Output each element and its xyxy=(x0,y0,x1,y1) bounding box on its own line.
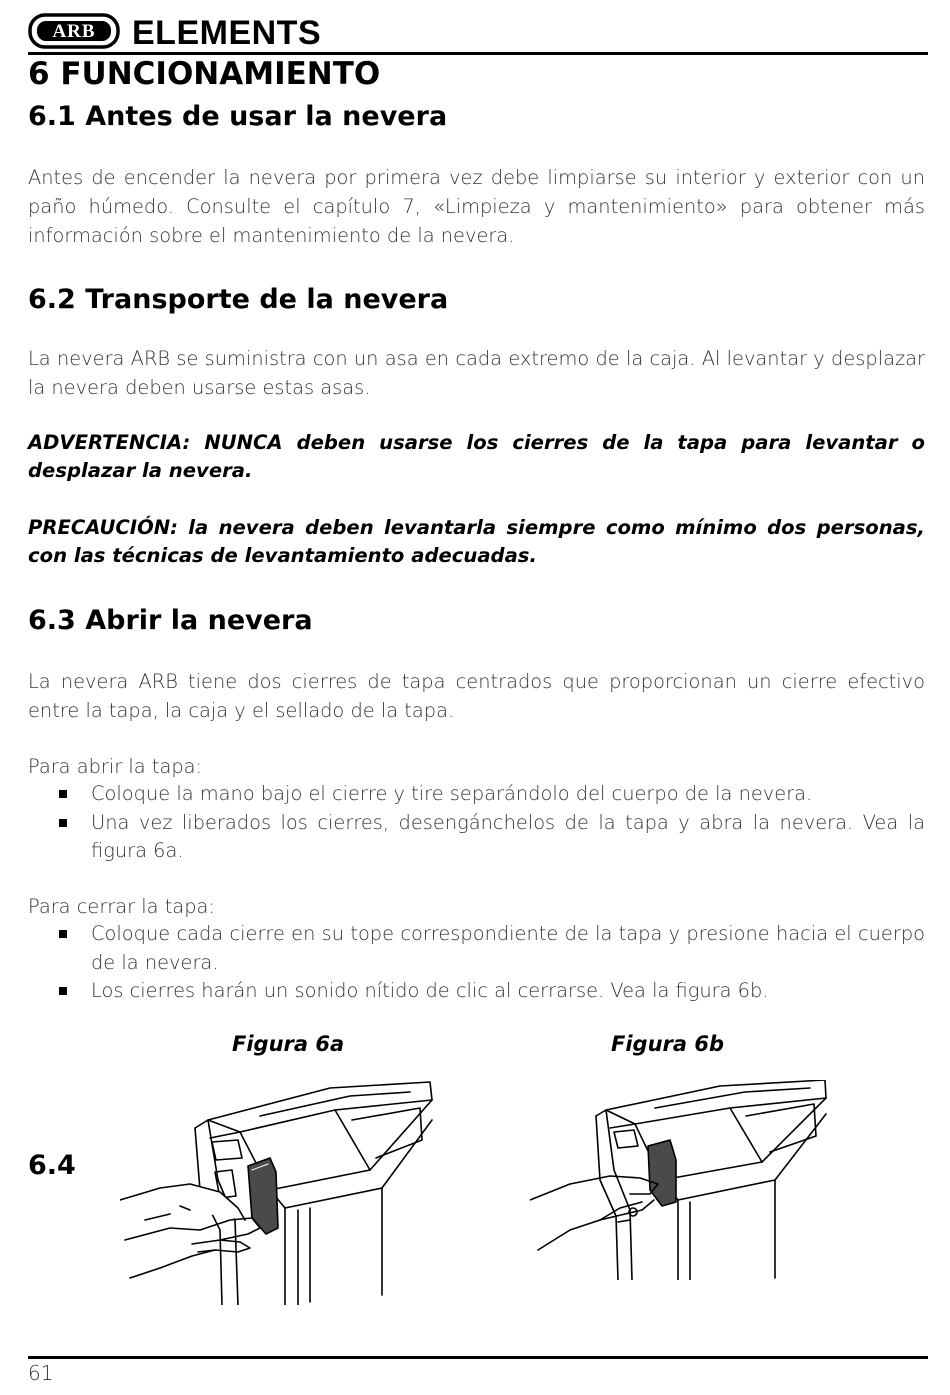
list-item-text: Una vez liberados los cierres, desengánchelos de la tapa y abra la nevera. Vea la figura 6a. xyxy=(91,810,925,862)
bullet-icon xyxy=(59,930,67,938)
figure-6a-label: Figura 6a xyxy=(232,1032,345,1056)
close-steps-list xyxy=(28,920,925,1006)
caution-text: PRECAUCIÓN: la nevera deben levantarla siempre como mínimo dos personas, con las técnicas de levantamiento adecuadas. xyxy=(28,516,925,567)
list-item xyxy=(28,780,925,809)
open-lid-intro: Para abrir la tapa: xyxy=(28,755,203,778)
warning-text: ADVERTENCIA: NUNCA deben usarse los cierres de la tapa para levantar o desplazar la nevera. xyxy=(28,431,925,482)
close-lid-intro: Para cerrar la tapa: xyxy=(28,895,215,918)
logo-text: ARB xyxy=(52,21,96,42)
bullet-icon xyxy=(59,987,67,995)
figure-6a-illustration xyxy=(120,1080,450,1305)
brand-name: ELEMENTS xyxy=(132,14,322,52)
open-steps-list xyxy=(28,780,925,866)
chapter-title: 6 FUNCIONAMIENTO xyxy=(28,56,381,92)
header-rule xyxy=(28,52,928,55)
list-item xyxy=(28,977,925,1006)
section-heading-6-2: 6.2 Transporte de la nevera xyxy=(28,284,449,315)
section-6-2-body: La nevera ARB se suministra con un asa en cada extremo de la caja. Al levantar y desplazar la nevera deben usarse estas asas. xyxy=(28,347,925,399)
section-heading-6-3: 6.3 Abrir la nevera xyxy=(28,605,313,636)
section-6-1-body: Antes de encender la nevera por primera vez debe limpiarse su interior y exterior con un paño húmedo. Consulte el capítulo 7, «Limpieza y mantenimiento» para obtener más información sobre el mantenimiento de la nevera. xyxy=(28,166,925,247)
list-item xyxy=(28,809,925,866)
footer-rule xyxy=(28,1356,928,1359)
bullet-icon xyxy=(59,819,67,827)
section-heading-6-4: 6.4 xyxy=(28,1150,76,1181)
figure-6b-illustration xyxy=(530,1080,840,1280)
page-header xyxy=(28,10,928,54)
bullet-icon xyxy=(59,790,67,798)
list-item xyxy=(28,920,925,977)
list-item-text: Coloque la mano bajo el cierre y tire separándolo del cuerpo de la nevera. xyxy=(91,782,813,805)
section-6-3-body: La nevera ARB tiene dos cierres de tapa centrados que proporcionan un cierre efectivo entre la tapa, la caja y el sellado de la tapa. xyxy=(28,670,925,722)
figure-6b-label: Figura 6b xyxy=(611,1032,725,1056)
section-heading-6-1: 6.1 Antes de usar la nevera xyxy=(28,101,448,132)
list-item-text: Coloque cada cierre en su tope correspondiente de la tapa y presione hacia el cuerpo de la nevera. xyxy=(91,922,925,974)
arb-logo xyxy=(28,12,120,50)
list-item-text: Los cierres harán un sonido nítido de clic al cerrarse. Vea la figura 6b. xyxy=(91,979,769,1002)
page-number: 61 xyxy=(28,1361,54,1385)
